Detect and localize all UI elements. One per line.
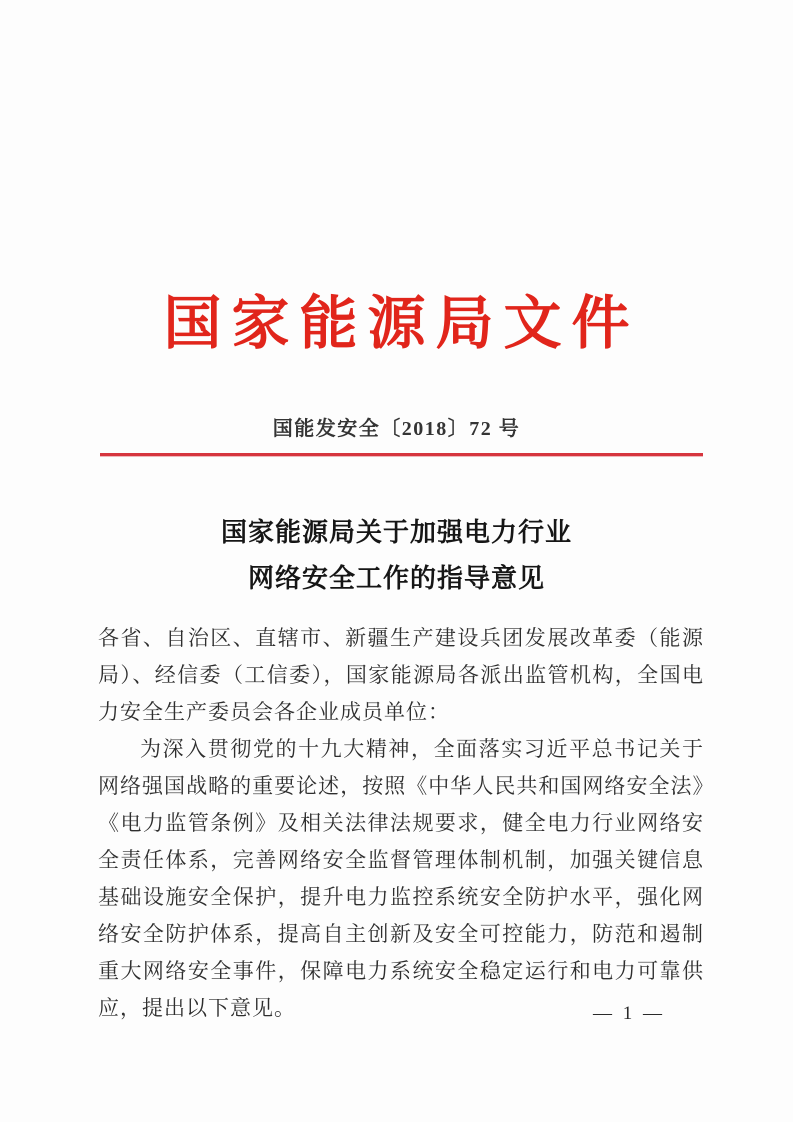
document-body [98, 620, 704, 1027]
red-separator-rule [100, 453, 703, 456]
intro-paragraph: 为深入贯彻党的十九大精神，全面落实习近平总书记关于网络强国战略的重要论述，按照《中华人民共和国网络安全法》《电力监管条例》及相关法律法规要求，健全电力行业网络安全责任体系，完善网络安全监督管理体制机制，加强关键信息基础设施安全保护，提升电力监控系统安全防护水平，强化网络安全防护体系，提高自主创新及安全可控能力，防范和遏制重大网络安全事件，保障电力系统安全稳定运行和电力可靠供应，提出以下意见。 [98, 737, 704, 1020]
document-title [0, 510, 793, 602]
document-title-line1: 国家能源局关于加强电力行业 [220, 518, 572, 547]
letterhead-title: 国家能源局文件 [163, 291, 640, 356]
document-title-line2: 网络安全工作的指导意见 [247, 564, 545, 593]
addressee-paragraph: 各省、自治区、直辖市、新疆生产建设兵团发展改革委（能源局）、经信委（工信委），国家能源局各派出监管机构，全国电力安全生产委员会各企业成员单位： [98, 626, 704, 724]
document-number: 国能发安全〔2018〕72 号 [272, 418, 521, 440]
page-number: — 1 — [593, 1003, 665, 1024]
